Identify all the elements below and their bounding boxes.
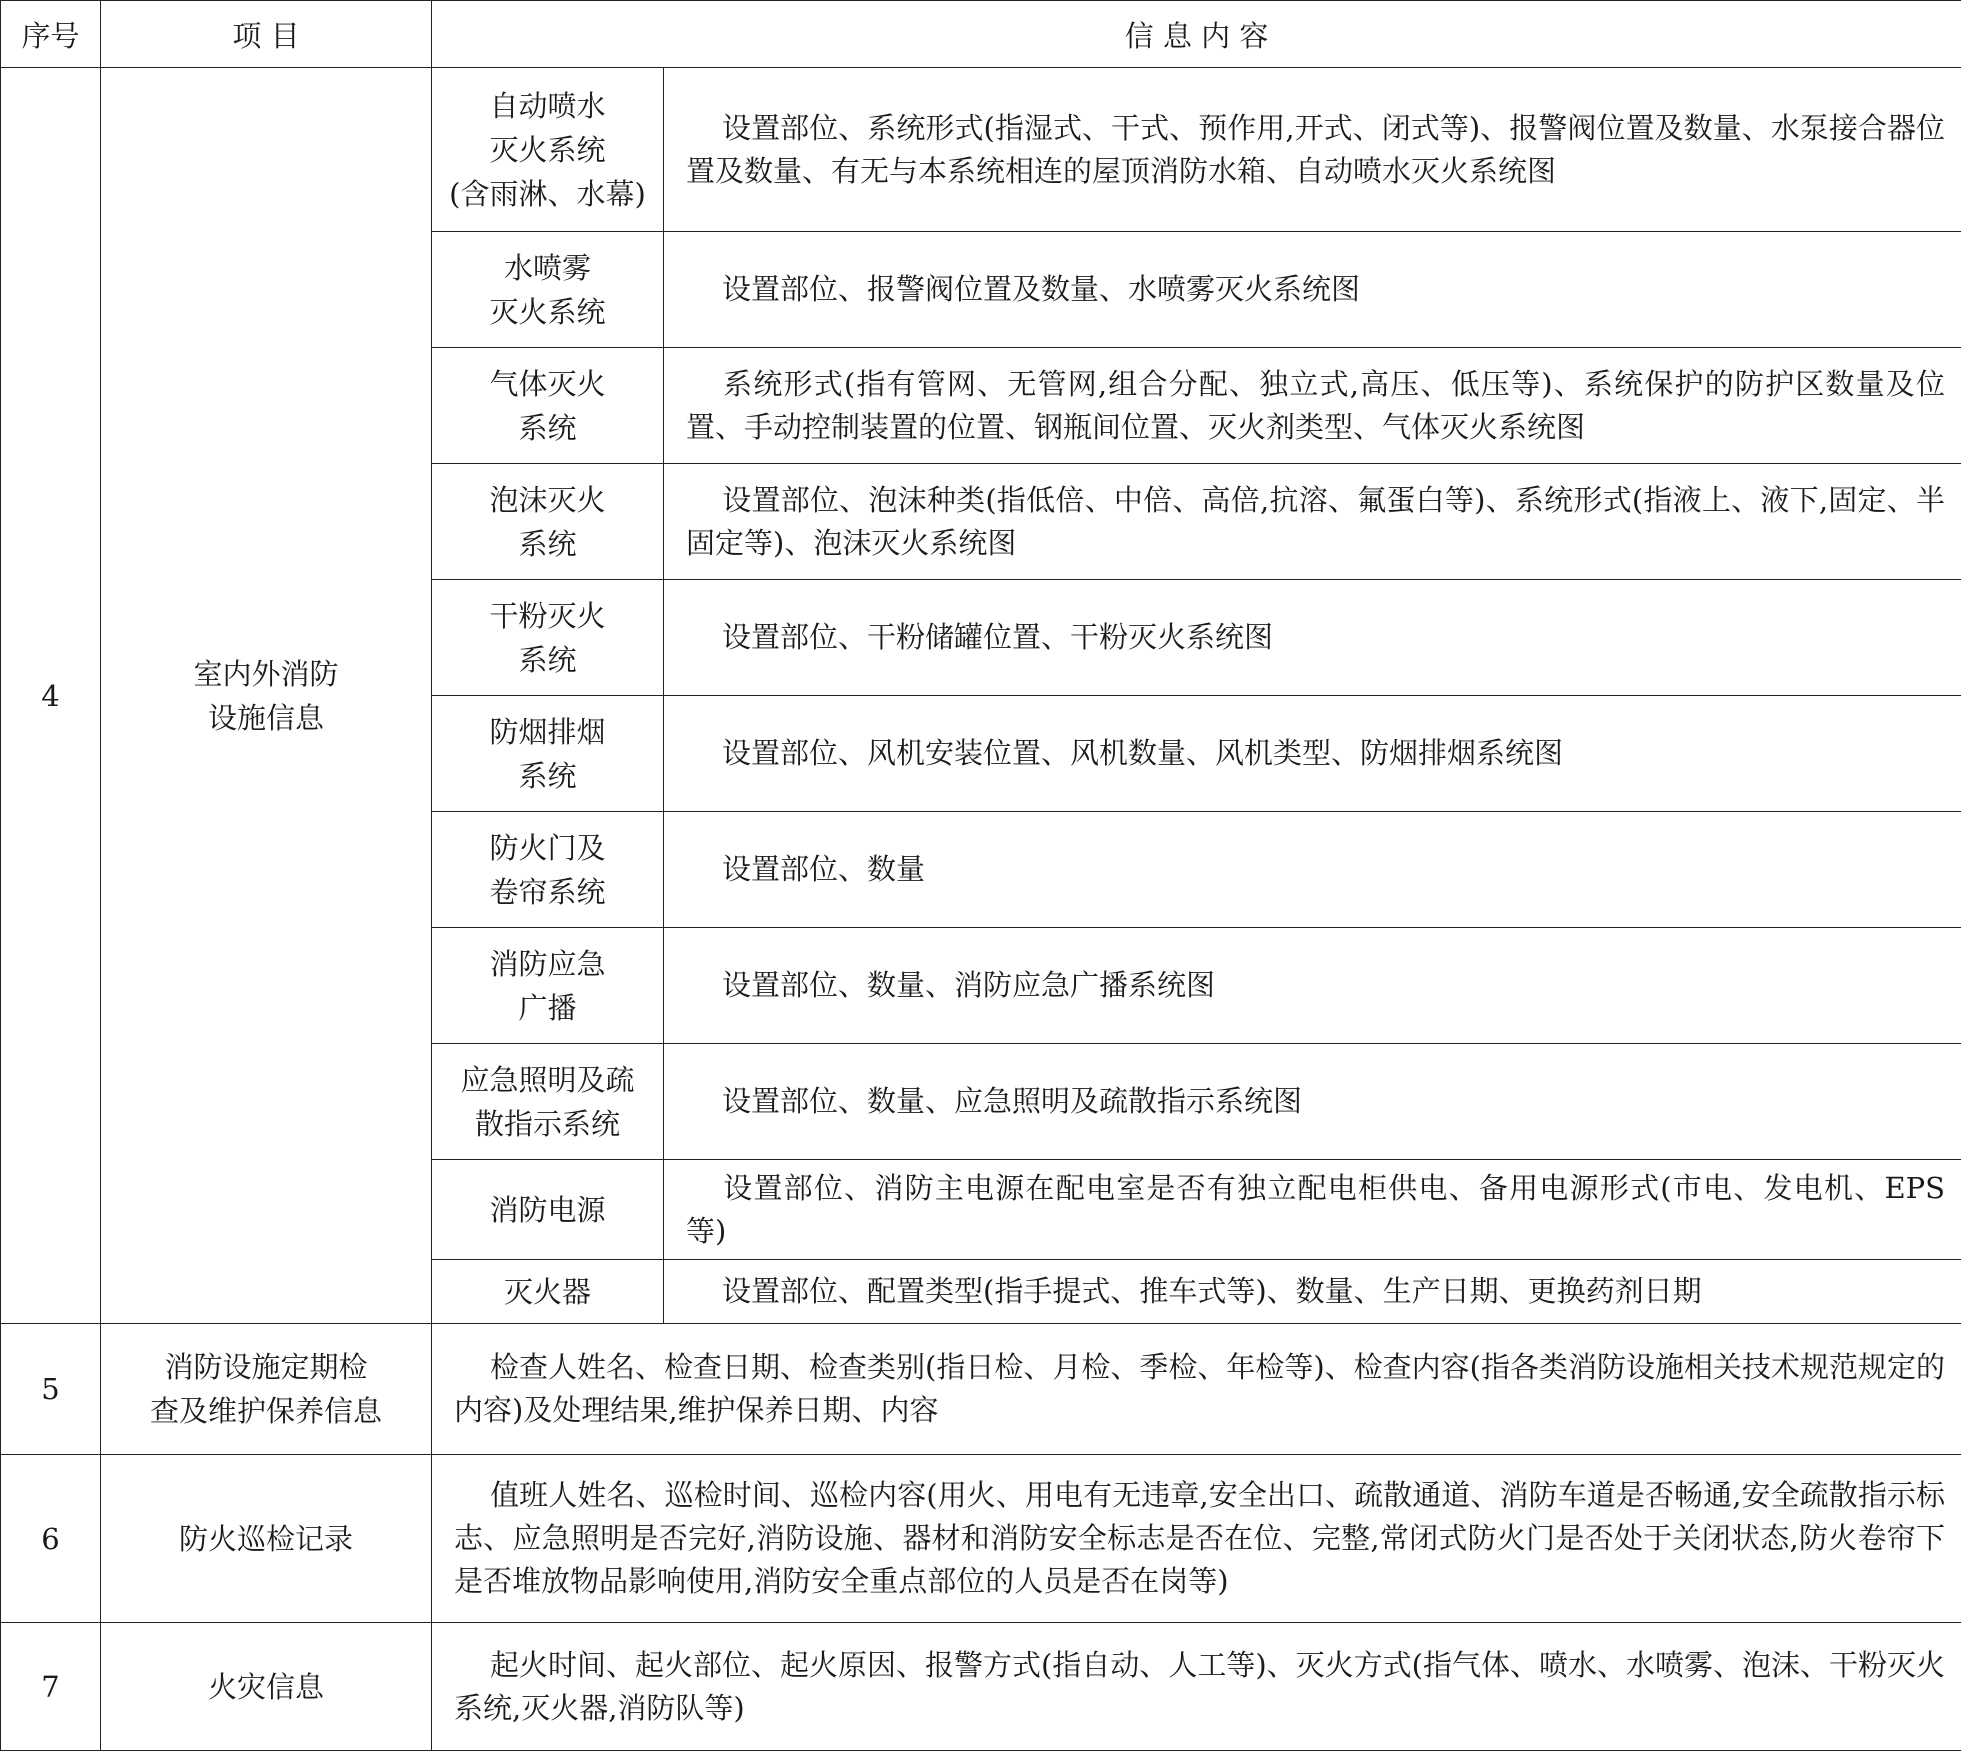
content-cell: 检查人姓名、检查日期、检查类别(指日检、月检、季检、年检等)、检查内容(指各类消防设施相关技术规范规定的内容)及处理结果,维护保养日期、内容: [432, 1324, 1961, 1455]
content-cell: 设置部位、数量、应急照明及疏散指示系统图: [664, 1044, 1961, 1160]
header-serial-number: 序号: [1, 1, 101, 68]
serial-number-cell: 4: [1, 68, 101, 1324]
subitem-cell: 消防应急 广播: [432, 928, 664, 1044]
header-item: 项 目: [101, 1, 432, 68]
serial-number-cell: 6: [1, 1455, 101, 1623]
item-cell: 消防设施定期检 查及维护保养信息: [101, 1324, 432, 1455]
item-cell: 火灾信息: [101, 1623, 432, 1751]
table-row: [1, 68, 1961, 232]
content-cell: 设置部位、系统形式(指湿式、干式、预作用,开式、闭式等)、报警阀位置及数量、水泵接合器位置及数量、有无与本系统相连的屋顶消防水箱、自动喷水灭火系统图: [664, 68, 1961, 232]
subitem-cell: 泡沫灭火 系统: [432, 464, 664, 580]
subitem-cell: 灭火器: [432, 1260, 664, 1324]
content-cell: 设置部位、干粉储罐位置、干粉灭火系统图: [664, 580, 1961, 696]
table-row: [1, 1324, 1961, 1455]
content-cell: 设置部位、数量: [664, 812, 1961, 928]
content-cell: 设置部位、报警阀位置及数量、水喷雾灭火系统图: [664, 232, 1961, 348]
content-cell: 起火时间、起火部位、起火原因、报警方式(指自动、人工等)、灭火方式(指气体、喷水、水喷雾、泡沫、干粉灭火系统,灭火器,消防队等): [432, 1623, 1961, 1751]
subitem-cell: 防烟排烟 系统: [432, 696, 664, 812]
table-row: [1, 1623, 1961, 1751]
content-cell: 设置部位、配置类型(指手提式、推车式等)、数量、生产日期、更换药剂日期: [664, 1260, 1961, 1324]
content-cell: 系统形式(指有管网、无管网,组合分配、独立式,高压、低压等)、系统保护的防护区数量及位置、手动控制装置的位置、钢瓶间位置、灭火剂类型、气体灭火系统图: [664, 348, 1961, 464]
table-header-row: [1, 1, 1961, 68]
content-cell: 值班人姓名、巡检时间、巡检内容(用火、用电有无违章,安全出口、疏散通道、消防车道是否畅通,安全疏散指示标志、应急照明是否完好,消防设施、器材和消防安全标志是否在位、完整,常闭式防火门是否处于关闭状态,防火卷帘下是否堆放物品影响使用,消防安全重点部位的人员是否在岗等): [432, 1455, 1961, 1623]
content-cell: 设置部位、泡沫种类(指低倍、中倍、高倍,抗溶、氟蛋白等)、系统形式(指液上、液下,固定、半固定等)、泡沫灭火系统图: [664, 464, 1961, 580]
subitem-cell: 气体灭火 系统: [432, 348, 664, 464]
item-cell: 防火巡检记录: [101, 1455, 432, 1623]
subitem-cell: 水喷雾 灭火系统: [432, 232, 664, 348]
serial-number-cell: 7: [1, 1623, 101, 1751]
content-cell: 设置部位、消防主电源在配电室是否有独立配电柜供电、备用电源形式(市电、发电机、EPS 等): [664, 1160, 1961, 1260]
subitem-cell: 应急照明及疏 散指示系统: [432, 1044, 664, 1160]
content-cell: 设置部位、风机安装位置、风机数量、风机类型、防烟排烟系统图: [664, 696, 1961, 812]
subitem-cell: 干粉灭火 系统: [432, 580, 664, 696]
header-content: 信 息 内 容: [432, 1, 1961, 68]
subitem-cell: 自动喷水 灭火系统 (含雨淋、水幕): [432, 68, 664, 232]
serial-number-cell: 5: [1, 1324, 101, 1455]
item-cell: 室内外消防 设施信息: [101, 68, 432, 1324]
table-row: [1, 1455, 1961, 1623]
subitem-cell: 防火门及 卷帘系统: [432, 812, 664, 928]
subitem-cell: 消防电源: [432, 1160, 664, 1260]
content-cell: 设置部位、数量、消防应急广播系统图: [664, 928, 1961, 1044]
